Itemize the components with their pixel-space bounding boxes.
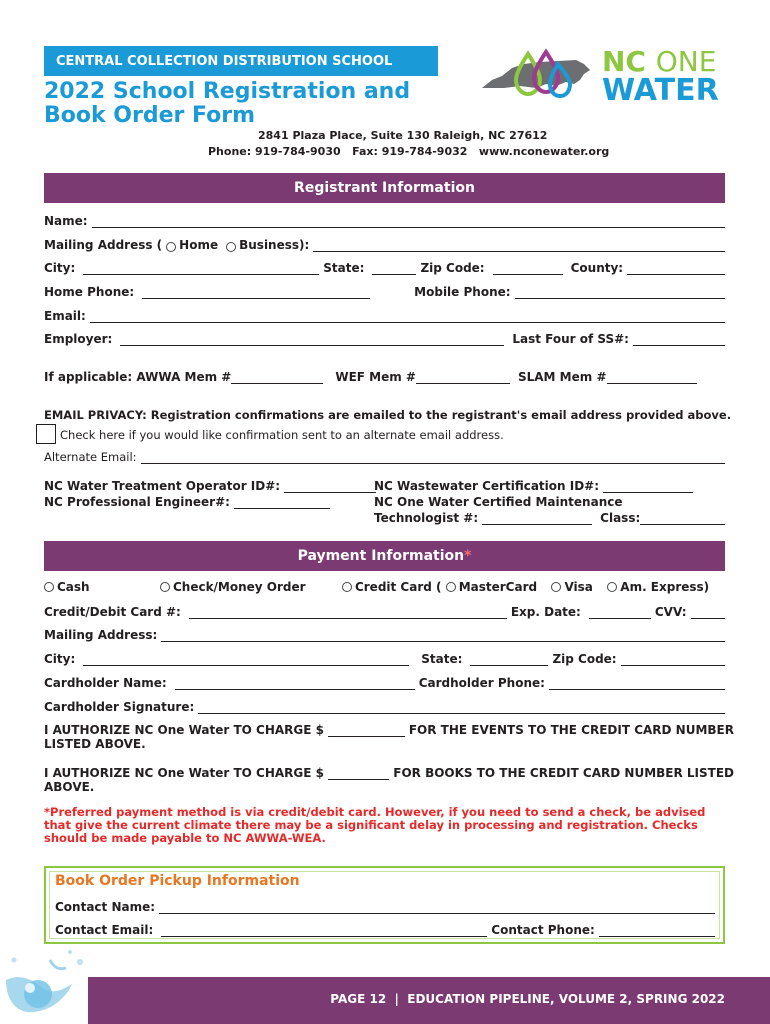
pay-mailing-row — [44, 626, 725, 642]
auth-books-amount[interactable] — [328, 767, 389, 780]
city-label: City: — [44, 261, 76, 275]
water-op-label: NC Water Treatment Operator ID#: — [44, 479, 281, 493]
awwa-label: If applicable: AWWA Mem # — [44, 370, 232, 384]
contact-name-label: Contact Name: — [55, 900, 156, 914]
pay-mailing-field[interactable] — [161, 629, 725, 642]
auth-events-amount[interactable] — [328, 724, 405, 737]
holder-name-label: Cardholder Name: — [44, 676, 167, 690]
alt-email-checkbox[interactable] — [36, 424, 56, 444]
mobile-phone-field[interactable] — [515, 286, 725, 299]
name-label: Name: — [44, 214, 88, 228]
cash-label: Cash — [57, 580, 90, 594]
book-order-title: Book Order Pickup Information — [55, 873, 300, 889]
wef-label: WEF Mem # — [335, 370, 416, 384]
holder-phone-label: Cardholder Phone: — [418, 676, 545, 690]
license-left — [44, 477, 380, 509]
authorize-events — [44, 721, 734, 751]
name-row — [44, 212, 725, 228]
cvv-field[interactable] — [691, 606, 726, 619]
zip-field[interactable] — [493, 262, 563, 275]
home-phone-label: Home Phone: — [44, 285, 135, 299]
contact-phone-field[interactable] — [599, 924, 715, 937]
pay-state-field[interactable] — [470, 653, 548, 666]
card-number-label: Credit/Debit Card #: — [44, 605, 181, 619]
water-op-field[interactable] — [284, 480, 376, 493]
payment-banner-title: Payment Information — [297, 548, 465, 564]
payment-method-row — [44, 580, 709, 594]
zip-label: Zip Code: — [420, 261, 485, 275]
auth-events-text-2: FOR THE EVENTS TO THE CREDIT CARD NUMBER — [408, 723, 734, 737]
registrant-banner: Registrant Information — [44, 173, 725, 203]
school-address: 2841 Plaza Place, Suite 130 Raleigh, NC 27612 — [258, 129, 548, 142]
contact-email-row — [55, 921, 715, 937]
last-four-label: Last Four of SS#: — [512, 332, 629, 346]
holder-name-field[interactable] — [175, 677, 415, 690]
pay-state-label: State: — [421, 652, 463, 666]
school-contact: Phone: 919-784-9030 Fax: 919-784-9032 www.nconewater.org — [208, 145, 610, 158]
last-four-field[interactable] — [633, 333, 725, 346]
city-field[interactable] — [83, 262, 319, 275]
email-field[interactable] — [90, 310, 725, 323]
pro-eng-field[interactable] — [234, 496, 330, 509]
payment-banner — [44, 541, 725, 571]
school-tag: CENTRAL COLLECTION DISTRIBUTION SCHOOL — [44, 46, 438, 76]
exp-label: Exp. Date: — [510, 605, 581, 619]
cvv-label: CVV: — [654, 605, 687, 619]
employer-field[interactable] — [120, 333, 504, 346]
name-field[interactable] — [92, 215, 725, 228]
email-privacy-note: EMAIL PRIVACY: Registration confirmations are emailed to the registrant's email address provided above. — [44, 408, 732, 422]
water-drops-logo — [510, 48, 576, 102]
card-row — [44, 603, 725, 619]
pay-zip-field[interactable] — [621, 653, 725, 666]
amex-label: Am. Express) — [620, 580, 710, 594]
visa-label: Visa — [564, 580, 593, 594]
state-field[interactable] — [372, 262, 416, 275]
home-phone-field[interactable] — [142, 286, 370, 299]
signature-label: Cardholder Signature: — [44, 700, 195, 714]
pro-eng-label: NC Professional Engineer#: — [44, 495, 230, 509]
mastercard-radio[interactable] — [446, 582, 456, 592]
pay-city-field[interactable] — [83, 653, 409, 666]
contact-name-row — [55, 898, 715, 914]
alt-email-label: Alternate Email: — [44, 450, 137, 464]
business-label: Business): — [239, 238, 310, 252]
auth-books-text-3: ABOVE. — [44, 780, 95, 794]
mailing-row — [44, 236, 725, 252]
wef-field[interactable] — [416, 371, 510, 384]
pay-mailing-label: Mailing Address: — [44, 628, 158, 642]
credit-radio[interactable] — [342, 582, 352, 592]
employer-row — [44, 330, 725, 346]
home-label: Home — [179, 238, 219, 252]
signature-field[interactable] — [198, 701, 725, 714]
business-radio[interactable] — [226, 242, 236, 252]
logo-nc: NC — [602, 45, 646, 78]
card-number-field[interactable] — [189, 606, 507, 619]
pay-city-label: City: — [44, 652, 76, 666]
mailing-address-field[interactable] — [313, 239, 725, 252]
logo-one: ONE — [655, 45, 717, 78]
form-title-line2: Book Order Form — [44, 103, 256, 128]
holder-row — [44, 674, 725, 690]
state-label: State: — [323, 261, 365, 275]
email-row — [44, 307, 725, 323]
cash-radio[interactable] — [44, 582, 54, 592]
mobile-phone-label: Mobile Phone: — [414, 285, 511, 299]
technologist-field[interactable] — [482, 512, 592, 525]
water-splash-icon — [0, 940, 100, 1024]
auth-books-text-2: FOR BOOKS TO THE CREDIT CARD NUMBER LISTED — [393, 766, 734, 780]
phone-row — [44, 283, 725, 299]
license-right — [374, 477, 725, 525]
pay-city-row — [44, 650, 725, 666]
ww-cert-field[interactable] — [603, 480, 693, 493]
logo-water: WATER — [602, 73, 719, 108]
contact-email-field[interactable] — [161, 924, 487, 937]
slam-field[interactable] — [607, 371, 697, 384]
class-label: Class: — [600, 511, 641, 525]
check-here-text: Check here if you would like confirmation sent to an alternate email address. — [60, 428, 504, 442]
alt-email-field[interactable] — [141, 451, 725, 464]
mastercard-label: MasterCard — [458, 580, 538, 594]
holder-phone-field[interactable] — [549, 677, 725, 690]
contact-name-field[interactable] — [159, 901, 715, 914]
email-label: Email: — [44, 309, 86, 323]
form-title-line1: 2022 School Registration and — [44, 79, 411, 104]
one-water-label: NC One Water Certified Maintenance — [374, 495, 623, 509]
auth-events-text: I AUTHORIZE NC One Water TO CHARGE $ — [44, 723, 324, 737]
payment-note: *Preferred payment method is via credit/debit card. However, if you need to send a check, be advised that give the current climate there may be a significant delay in processing and registration. Checks should be made payable to NC AWWA-WEA. — [44, 805, 706, 845]
employer-label: Employer: — [44, 332, 113, 346]
auth-books-text: I AUTHORIZE NC One Water TO CHARGE $ — [44, 766, 324, 780]
nc-one-water-logo — [602, 45, 732, 108]
form-title — [44, 80, 410, 128]
awwa-field[interactable] — [231, 371, 323, 384]
technologist-label: Technologist #: — [374, 511, 479, 525]
membership-row — [44, 368, 725, 384]
county-field[interactable] — [627, 262, 725, 275]
city-row — [44, 259, 725, 275]
class-field[interactable] — [640, 512, 725, 525]
slam-label: SLAM Mem # — [517, 370, 607, 384]
ww-cert-label: NC Wastewater Certification ID#: — [374, 479, 600, 493]
signature-row — [44, 698, 725, 714]
payment-banner-mark: * — [464, 548, 472, 564]
contact-phone-label: Contact Phone: — [491, 923, 595, 937]
home-radio[interactable] — [166, 242, 176, 252]
pay-zip-label: Zip Code: — [552, 652, 617, 666]
authorize-books — [44, 764, 734, 794]
visa-radio[interactable] — [551, 582, 561, 592]
auth-events-text-3: LISTED ABOVE. — [44, 737, 146, 751]
credit-label: Credit Card ( — [354, 580, 442, 594]
alt-email-row — [44, 448, 725, 464]
amex-radio[interactable] — [607, 582, 617, 592]
footer-text: PAGE 12 | EDUCATION PIPELINE, VOLUME 2, SPRING 2022 — [330, 992, 725, 1006]
contact-email-label: Contact Email: — [55, 923, 154, 937]
exp-field[interactable] — [589, 606, 651, 619]
county-label: County: — [570, 261, 624, 275]
check-radio[interactable] — [160, 582, 170, 592]
check-label: Check/Money Order — [172, 580, 306, 594]
mailing-label: Mailing Address ( — [44, 238, 163, 252]
